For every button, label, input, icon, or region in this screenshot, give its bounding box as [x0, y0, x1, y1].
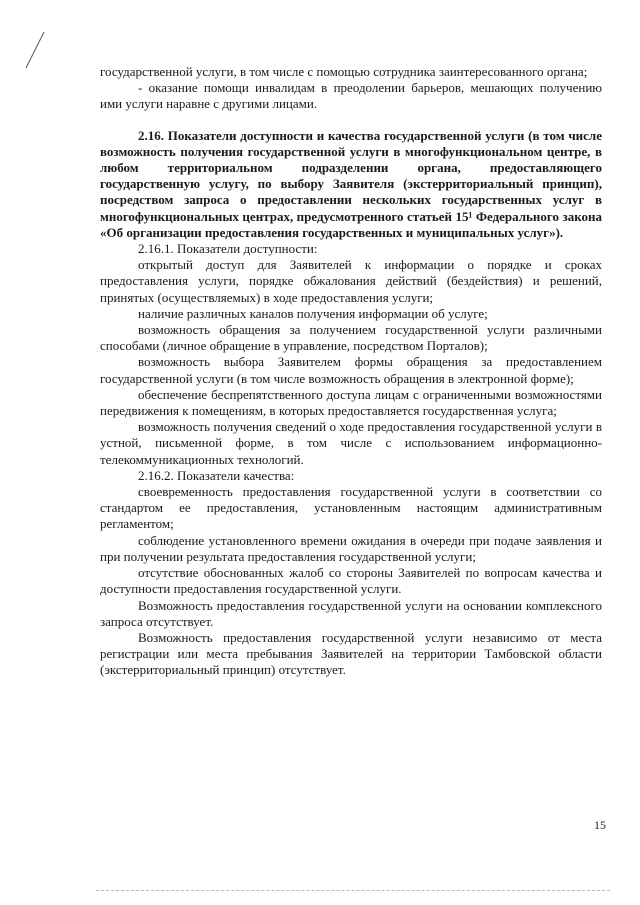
body-paragraph: возможность выбора Заявителем формы обращения за предоставлением государственной услуги (в том числе возможность обращения в электронной форме); — [100, 354, 602, 386]
section-heading: 2.16. Показатели доступности и качества государственной услуги (в том числе возможность получения государственной услуги в многофункциональном центре, в любом территориальном подразделении органа, предоставляющего государственную услугу, по выбору Заявителя (экстерриториальный принцип), посредством запроса о предоставлении нескольких государственных услуг в многофункциональных центрах, предусмотренного статьей 15¹ Федерального закона «Об организации предоставления государственных и муниципальных услуг»). — [100, 127, 602, 240]
body-paragraph: наличие различных каналов получения информации об услуге; — [138, 305, 488, 321]
body-paragraph: своевременность предоставления государственной услуги в соответствии со стандартом ее предоставления, установленным настоящим административным регламентом; — [100, 484, 602, 532]
body-paragraph: 2.16.2. Показатели качества: — [138, 467, 295, 483]
body-paragraph: открытый доступ для Заявителей к информации о порядке и сроках предоставления услуги, порядке обжалования действий (бездействия) и решений, принятых (осуществляемых) в ходе предоставления услуги; — [100, 257, 602, 305]
body-paragraph: возможность получения сведений о ходе предоставления государственной услуги в устной, письменной форме, в том числе с использованием информационно-телекоммуникационных технологий. — [100, 419, 602, 467]
body-paragraph: - оказание помощи инвалидам в преодолении барьеров, мешающих получению ими услуги наравне с другими лицами. — [100, 80, 602, 112]
body-paragraph: возможность обращения за получением государственной услуги различными способами (личное обращение в управление, посредством Порталов); — [100, 322, 602, 354]
document-body — [100, 64, 602, 679]
bottom-edge-line — [96, 890, 610, 891]
body-paragraph: 2.16.1. Показатели доступности: — [138, 241, 318, 257]
page-number: 15 — [594, 818, 606, 832]
pen-stroke-mark — [24, 30, 46, 70]
body-paragraph: соблюдение установленного времени ожидания в очереди при подаче заявления и при получении результата предоставления государственной услуги; — [100, 532, 602, 564]
body-paragraph: государственной услуги, в том числе с помощью сотрудника заинтересованного органа; — [100, 64, 588, 79]
body-paragraph: Возможность предоставления государственной услуги на основании комплексного запроса отсутствует. — [100, 597, 602, 629]
body-paragraph: Возможность предоставления государственной услуги независимо от места регистрации или места пребывания Заявителей на территории Тамбовской области (экстерриториальный принцип) отсутствует. — [100, 629, 602, 678]
body-paragraph: обеспечение беспрепятственного доступа лицам с ограниченными возможностями передвижения к помещениям, в которых предоставляется государственная услуга; — [100, 386, 602, 419]
body-paragraph: отсутствие обоснованных жалоб со стороны Заявителей по вопросам качества и доступности предоставления государственной услуги. — [100, 565, 602, 597]
